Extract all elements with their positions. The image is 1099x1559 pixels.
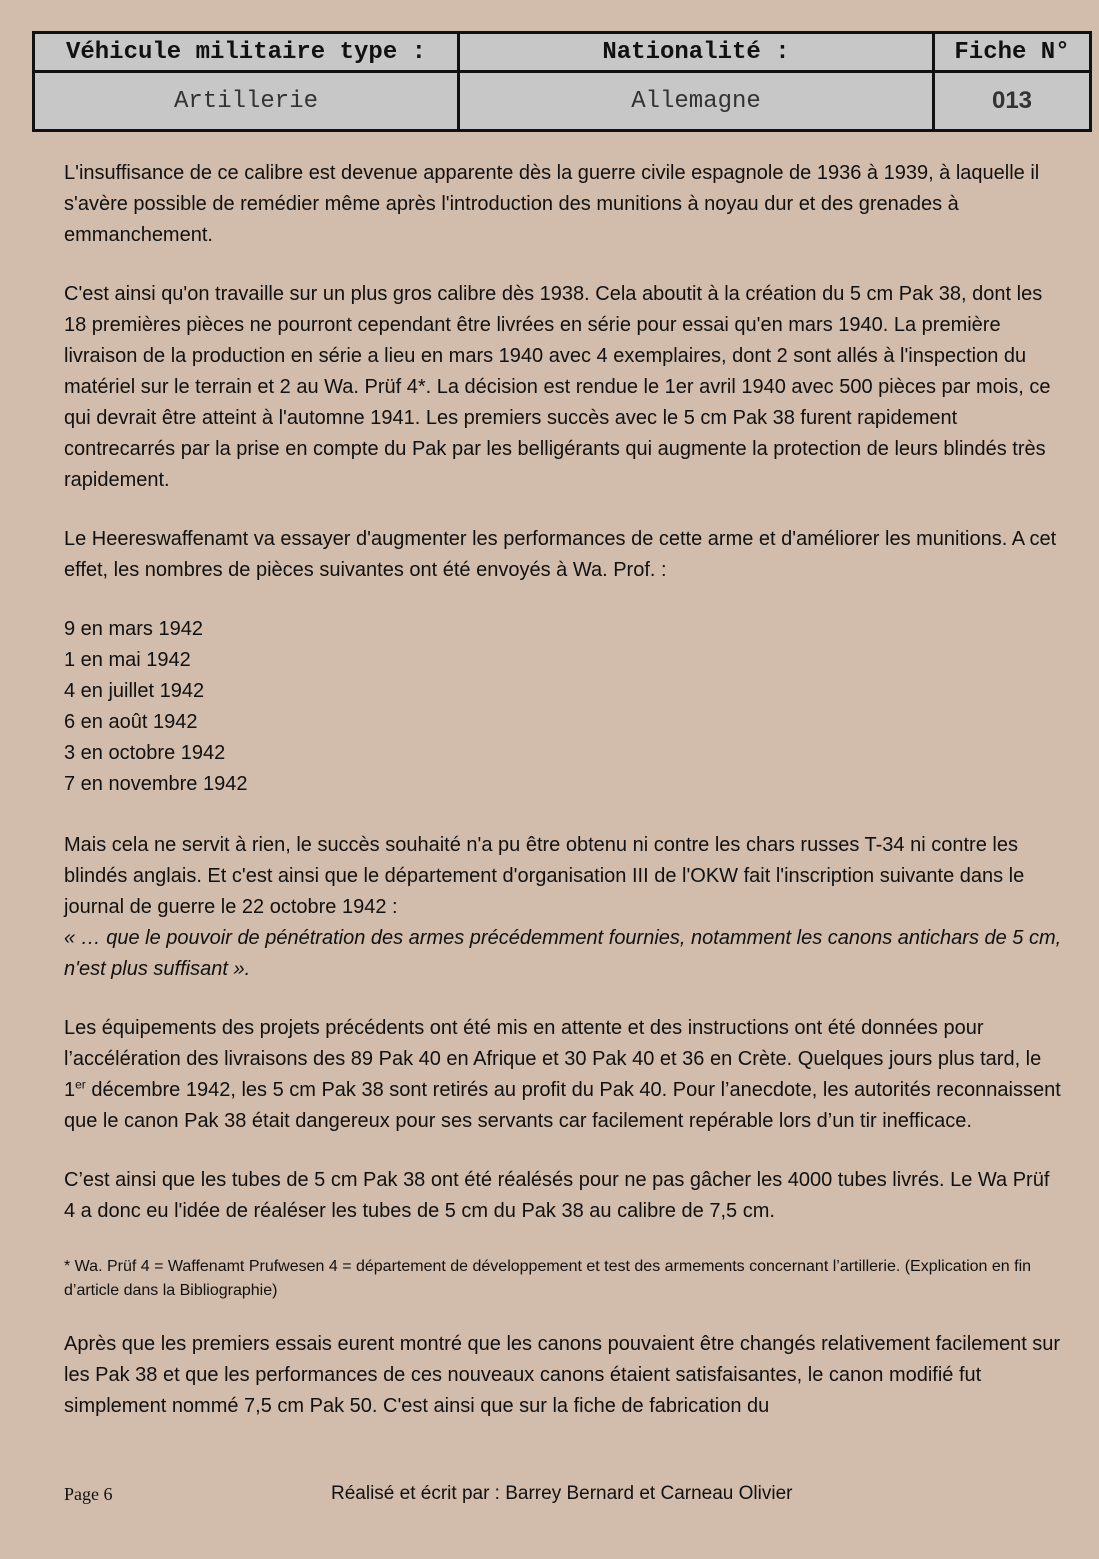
page-number: Page 6 [64,1484,113,1504]
footnote: * Wa. Prüf 4 = Waffenamt Prufwesen 4 = département de développement et test des armements concernant l’artillerie. (Explication en fin d’article dans la Bibliographie) [64,1258,1032,1299]
paragraph-7: Après que les premiers essais eurent montré que les canons pouvaient être changés relativement facilement sur les Pak 38 et que les performances de ces nouveaux canons étaient satisfaisantes, le canon modifié fut simplement nommé 7,5 cm Pak 50. C'est ainsi que sur la fiche de fabrication du [64,1333,1061,1417]
paragraph-2: C'est ainsi qu'on travaille sur un plus gros calibre dès 1938. Cela aboutit à la création du 5 cm Pak 38, dont les 18 premières pièces ne pourront cependant être livrées en série pour essai qu'en mars 1940. La première livraison de la production en série a lieu en mars 1940 avec 4 exemplaires, dont 2 sont allés à l'inspection du matériel sur le terrain et 2 au Wa. Prüf 4*. La décision est rendue le 1er avril 1940 avec 500 pièces par mois, ce qui devrait être atteint à l'automne 1941. Les premiers succès avec le 5 cm Pak 38 furent rapidement contrecarrés par la prise en compte du Pak par les belligérants qui augmente la protection de leurs blindés très rapidement. [64,283,1051,491]
list-item: 9 en mars 1942 [64,618,203,640]
list-item: 3 en octobre 1942 [64,742,226,764]
nationality-label: Nationalité : [459,33,934,72]
paragraph-4-text: Mais cela ne servit à rien, le succès souhaité n'a pu être obtenu ni contre les chars russes T-34 ni contre les blindés anglais. Et c'est ainsi que le département d'organisation III de l'OKW fait l'inscription suivante dans le journal de guerre le 22 octobre 1942 : [64,834,1025,918]
type-label: Véhicule militaire type : [34,33,459,72]
list-item: 7 en novembre 1942 [64,773,248,795]
paragraph-5-text-a: Les équipements des projets précédents ont été mis en attente et des instructions ont été données pour l’accélération des livraisons des 89 Pak 40 en Afrique et 30 Pak 40 et 36 en Crète. Quelques jours plus tard, le 1 [64,1017,1042,1101]
paragraph-5-text-b: décembre 1942, les 5 cm Pak 38 sont retirés au profit du Pak 40. Pour l’anecdote, les autorités reconnaissent que le canon Pak 38 était dangereux pour ses servants car facilement repérable lors d’un tir inefficace. [64,1079,1061,1132]
paragraph-4 [64,830,1064,985]
footer-credit: Réalisé et écrit par : Barrey Bernard et Carneau Olivier [331,1483,793,1504]
paragraph-1: L'insuffisance de ce calibre est devenue apparente dès la guerre civile espagnole de 1936 à 1939, à laquelle il s'avère possible de remédier même après l'introduction des munitions à noyau dur et des grenades à emmanchement. [64,162,1040,246]
type-value: Artillerie [34,72,459,131]
list-item: 1 en mai 1942 [64,649,191,671]
okw-quote: « … que le pouvoir de pénétration des armes précédemment fournies, notamment les canons antichars de 5 cm, n'est plus suffisant ». [64,927,1062,980]
fiche-label: Fiche N° [934,33,1091,72]
delivery-list [64,614,1064,800]
header-table [32,31,1092,132]
article-body [64,158,1064,1450]
fiche-number: 013 [934,72,1091,131]
list-item: 4 en juillet 1942 [64,680,205,702]
paragraph-5 [64,1013,1064,1137]
paragraph-3: Le Heereswaffenamt va essayer d'augmenter les performances de cette arme et d'améliorer les munitions. A cet effet, les nombres de pièces suivantes ont été envoyés à Wa. Prof. : [64,528,1057,581]
superscript-er: er [75,1077,86,1092]
nationality-value: Allemagne [459,72,934,131]
list-item: 6 en août 1942 [64,711,198,733]
paragraph-6: C’est ainsi que les tubes de 5 cm Pak 38 ont été réalésés pour ne pas gâcher les 4000 tubes livrés. Le Wa Prüf 4 a donc eu l'idée de réaléser les tubes de 5 cm du Pak 38 au calibre de 7,5 cm. [64,1169,1050,1222]
